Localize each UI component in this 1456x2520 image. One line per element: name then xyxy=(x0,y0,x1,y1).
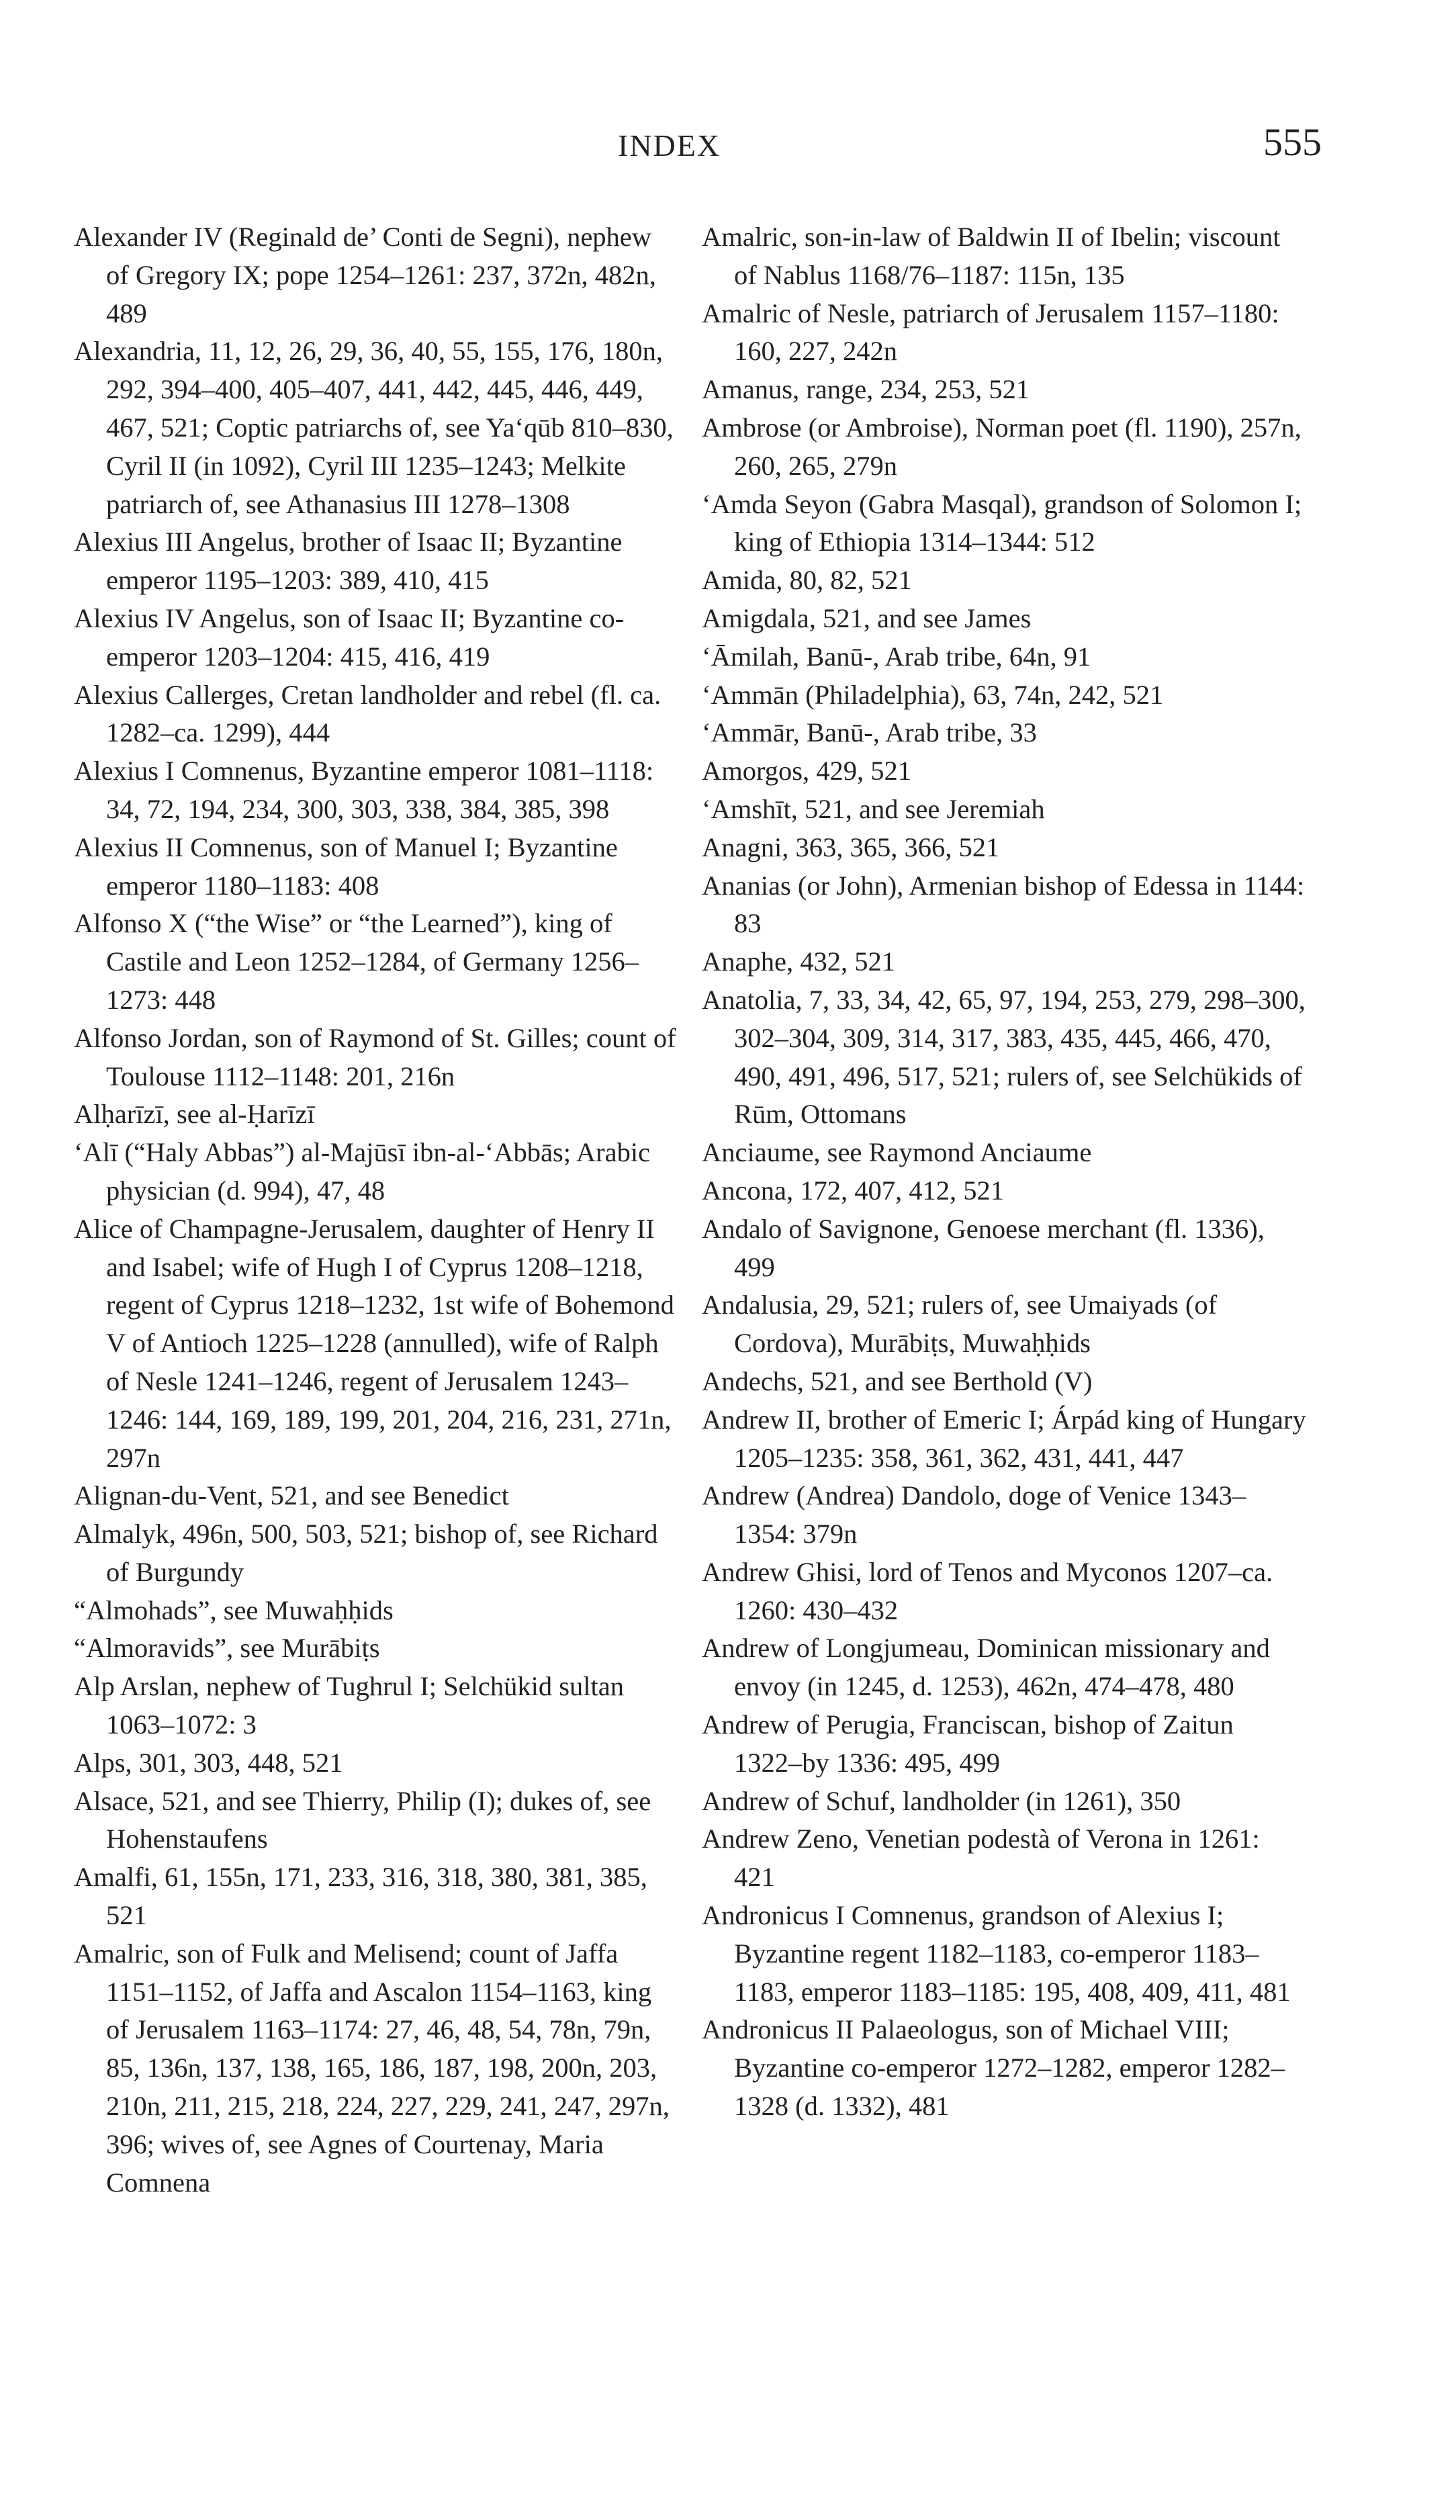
index-entry: Amalric, son of Fulk and Melisend; count of Jaffa 1151–1152, of Jaffa and Ascalon 1154–1163, king of Jerusalem 1163–1174: 27, 46, 48, 54, 78n, 79n, 85, 136n, 137, 138, 165, 186, 187, 198, 200n, 203, 210n, 211, 215, 218, 224, 227, 229, 241, 247, 297n, 396; wives of, see Agnes of Courtenay, Maria Comnena xyxy=(74,1938,670,2198)
index-entry: “Almoravids”, see Murābiṭs xyxy=(74,1633,380,1664)
index-entry: Alexius III Angelus, brother of Isaac II; Byzantine emperor 1195–1203: 389, 410, 415 xyxy=(74,527,623,596)
index-entry: Ambrose (or Ambroise), Norman poet (fl. 1190), 257n, 260, 265, 279n xyxy=(702,412,1302,481)
index-entry: Alexius Callerges, Cretan landholder and rebel (fl. ca. 1282–ca. 1299), 444 xyxy=(74,679,662,748)
index-entry: ‘Amda Seyon (Gabra Masqal), grandson of Solomon I; king of Ethiopia 1314–1344: 512 xyxy=(702,488,1302,557)
index-entry: Alp Arslan, nephew of Tughrul I; Selchükid sultan 1063–1072: 3 xyxy=(74,1671,624,1740)
index-entry: ‘Āmilah, Banū-, Arab tribe, 64n, 91 xyxy=(702,641,1091,672)
index-entry: Alsace, 521, and see Thierry, Philip (I); dukes of, see Hohenstaufens xyxy=(74,1785,651,1854)
index-entry: Andrew of Longjumeau, Dominican missionary and envoy (in 1245, d. 1253), 462n, 474–478, 480 xyxy=(702,1633,1270,1702)
index-entry: Anagni, 363, 365, 366, 521 xyxy=(702,831,1000,862)
index-column-right xyxy=(702,218,1306,2126)
index-entry: Amalfi, 61, 155n, 171, 233, 316, 318, 380, 381, 385, 521 xyxy=(74,1862,647,1931)
index-entry: Ananias (or John), Armenian bishop of Edessa in 1144: 83 xyxy=(702,870,1305,939)
index-entry: Alexius IV Angelus, son of Isaac II; Byzantine co-emperor 1203–1204: 415, 416, 419 xyxy=(74,602,625,672)
index-entry: Andronicus II Palaeologus, son of Michael VIII; Byzantine co-emperor 1272–1282, emperor 1282–1328 (d. 1332), 481 xyxy=(702,2014,1285,2122)
index-entry: Andrew of Schuf, landholder (in 1261), 350 xyxy=(702,1785,1181,1816)
index-entry: Alfonso Jordan, son of Raymond of St. Gilles; count of Toulouse 1112–1148: 201, 216n xyxy=(74,1022,676,1091)
index-entry: Alexius II Comnenus, son of Manuel I; Byzantine emperor 1180–1183: 408 xyxy=(74,831,618,901)
index-entry: Alice of Champagne-Jerusalem, daughter of Henry II and Isabel; wife of Hugh I of Cyprus 1208–1218, regent of Cyprus 1218–1232, 1st wife of Bohemond V of Antioch 1225–1228 (annulled), wife of Ralph of Nesle 1241–1246, regent of Jerusalem 1243–1246: 144, 169, 189, 199, 201, 204, 216, 231, 271n, 297n xyxy=(74,1213,674,1473)
index-entry: Andalusia, 29, 521; rulers of, see Umaiyads (of Cordova), Murābiṭs, Muwaḥḥids xyxy=(702,1290,1218,1359)
index-entry: Anaphe, 432, 521 xyxy=(702,946,895,977)
index-entry: Amalric of Nesle, patriarch of Jerusalem 1157–1180: 160, 227, 242n xyxy=(702,298,1279,367)
index-entry: Amigdala, 521, and see James xyxy=(702,602,1032,633)
index-entry: Almalyk, 496n, 500, 503, 521; bishop of, see Richard of Burgundy xyxy=(74,1519,658,1587)
index-entry: Amida, 80, 82, 521 xyxy=(702,565,912,596)
index-entry: Alignan-du-Vent, 521, and see Benedict xyxy=(74,1480,509,1511)
index-entry: Anciaume, see Raymond Anciaume xyxy=(702,1137,1092,1168)
index-entry: Andronicus I Comnenus, grandson of Alexius I; Byzantine regent 1182–1183, co-emperor 1183–1183, emperor 1183–1185: 195, 408, 409, 411, 481 xyxy=(702,1900,1291,2007)
index-entry: ‘Ammān (Philadelphia), 63, 74n, 242, 521 xyxy=(702,679,1164,710)
index-entry: Andrew II, brother of Emeric I; Árpád king of Hungary 1205–1235: 358, 361, 362, 431, 441, 447 xyxy=(702,1404,1306,1473)
index-entry: Alḥarīzī, see al-Ḥarīzī xyxy=(74,1099,315,1130)
index-entry: Andalo of Savignone, Genoese merchant (fl. 1336), 499 xyxy=(702,1213,1265,1282)
index-entry: Andrew of Perugia, Franciscan, bishop of Zaitun 1322–by 1336: 495, 499 xyxy=(702,1709,1234,1778)
index-entry: Amanus, range, 234, 253, 521 xyxy=(702,374,1030,405)
index-entry: Alfonso X (“the Wise” or “the Learned”), king of Castile and Leon 1252–1284, of Germany 1256–1273: 448 xyxy=(74,908,639,1015)
index-entry: Alps, 301, 303, 448, 521 xyxy=(74,1747,343,1778)
index-entry: Andrew Zeno, Venetian podestà of Verona in 1261: 421 xyxy=(702,1824,1260,1893)
index-entry: Alexius I Comnenus, Byzantine emperor 1081–1118: 34, 72, 194, 234, 300, 303, 338, 384, 385, 398 xyxy=(74,756,654,824)
index-entry: ‘Alī (“Haly Abbas”) al-Majūsī ibn-al-‘Abbās; Arabic physician (d. 994), 47, 48 xyxy=(74,1137,651,1206)
index-entry: Amorgos, 429, 521 xyxy=(702,756,912,786)
index-entry: Andrew Ghisi, lord of Tenos and Myconos 1207–ca. 1260: 430–432 xyxy=(702,1556,1273,1625)
index-entry: Andrew (Andrea) Dandolo, doge of Venice 1343–1354: 379n xyxy=(702,1480,1246,1549)
index-entry: Alexander IV (Reginald de’ Conti de Segni), nephew of Gregory IX; pope 1254–1261: 237, 372n, 482n, 489 xyxy=(74,222,656,328)
index-entry: “Almohads”, see Muwaḥḥids xyxy=(74,1594,394,1625)
index-entry: Amalric, son-in-law of Baldwin II of Ibelin; viscount of Nablus 1168/76–1187: 115n, 135 xyxy=(702,222,1281,290)
index-entry: ‘Amshīt, 521, and see Jeremiah xyxy=(702,793,1045,824)
index-entry: Anatolia, 7, 33, 34, 42, 65, 97, 194, 253, 279, 298–300, 302–304, 309, 314, 317, 383, 435, 445, 466, 470, 490, 491, 496, 517, 521; rulers of, see Selchükids of Rūm, Ottomans xyxy=(702,984,1306,1130)
index-entry: Ancona, 172, 407, 412, 521 xyxy=(702,1175,1004,1206)
index-entry: ‘Ammār, Banū-, Arab tribe, 33 xyxy=(702,717,1037,748)
index-entry: Alexandria, 11, 12, 26, 29, 36, 40, 55, 155, 176, 180n, 292, 394–400, 405–407, 441, 442, 445, 446, 449, 467, 521; Coptic patriarchs of, see Ya‘qūb 810–830, Cyril II (in 1092), Cyril III 1235–1243; Melkite patriarch of, see Athanasius III 1278–1308 xyxy=(74,336,674,519)
index-column-left xyxy=(74,218,678,2202)
running-header: INDEX xyxy=(618,128,721,163)
page-number: 555 xyxy=(1263,120,1322,164)
index-entry: Andechs, 521, and see Berthold (V) xyxy=(702,1365,1093,1396)
